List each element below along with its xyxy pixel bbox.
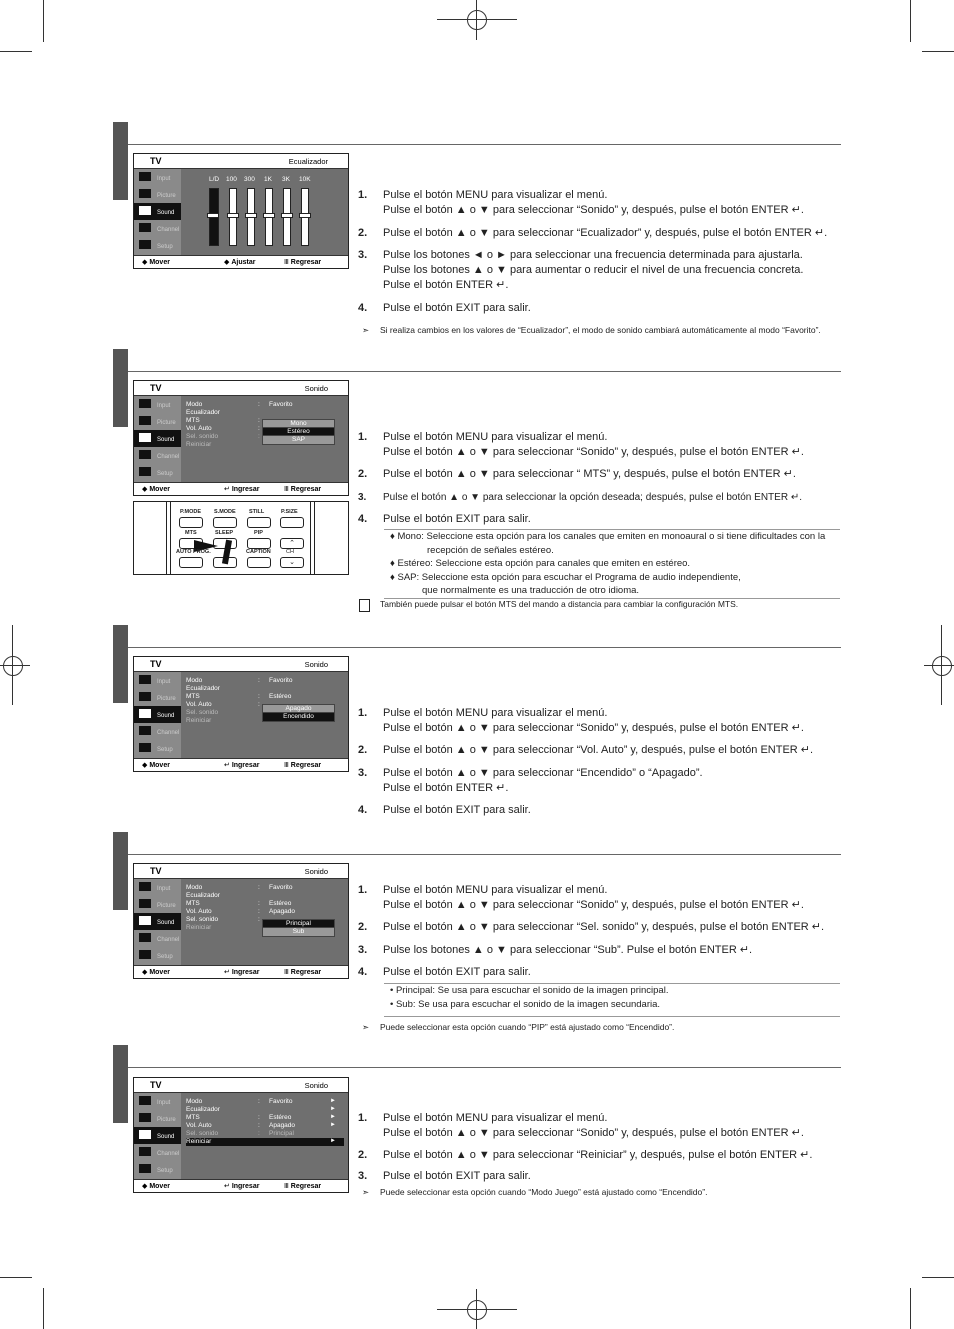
crop-mark: [922, 51, 954, 52]
crop-mark: [924, 665, 954, 666]
crop-mark: [941, 625, 942, 705]
crop-mark: [43, 0, 44, 42]
crop-mark: [476, 0, 477, 40]
crop-mark: [0, 665, 30, 666]
osd-reiniciar: TV Sonido Input Picture Sound Channel Setup Modo : Favorito ► Ecualizador ► MTS : Estéreo ► Vol. Auto : Apagado ► Sel. sonido : Principal Reiniciar ► ◆ Mover ↵ Ingresar Ⅲ Regresar: [133, 1077, 349, 1193]
registration-mark: [932, 656, 952, 676]
crop-mark: [0, 1277, 32, 1278]
note: ➣ Puede seleccionar esta opción cuando “PIP” está ajustado como “Encendido”.: [362, 1022, 675, 1032]
note: También puede pulsar el botón MTS del mando a distancia para cambiar la configuración MTS.: [362, 599, 370, 614]
crop-mark: [437, 19, 517, 20]
registration-mark: [467, 1300, 487, 1320]
crop-mark: [437, 1309, 517, 1310]
crop-mark: [910, 0, 911, 42]
remote-control-image: P.MODE S.MODE STILL P.SIZE MTS SLEEP PIP ⌃ AUTO PROG. CAPTION CH ⌄: [133, 501, 349, 575]
registration-mark: [467, 10, 487, 30]
crop-mark: [922, 1277, 954, 1278]
osd-equalizer: TV Ecualizador Input Picture Sound Channel Setup L/D 100 300 1K 3K 10K ◆ Mover ◆ Ajustar Ⅲ Regresar: [133, 153, 349, 269]
osd-sel-sonido: TV Sonido Input Picture Sound Channel Setup Modo : Favorito Ecualizador MTS : Estéreo Vol. Auto : Apagado Sel. sonido : Reiniciar Principal Sub ◆ Mover ↵ Ingresar Ⅲ Regresar: [133, 863, 349, 979]
osd-vol-auto: TV Sonido Input Picture Sound Channel Setup Modo : Favorito Ecualizador MTS : Estéreo Vol. Auto : Sel. sonido Reiniciar Apagado Encendido ◆ Mover ↵ Ingresar Ⅲ Regresar: [133, 656, 349, 772]
note: ➣ Si realiza cambios en los valores de “Ecualizador”, el modo de sonido cambiará automáticamente al modo “Favorito”.: [362, 325, 821, 335]
registration-mark: [3, 656, 23, 676]
options-box: ♦ Mono: Seleccione esta opción para los canales que emiten en monoaural o si tiene dificultades con la recepción de señales estéreo. ♦ Estéreo: Seleccione esta opción para canales que emiten en estéreo. ♦ SAP: Seleccione esta opción para escuchar el Programa de audio independiente, que normalmente es una traducción de otro idioma.: [384, 529, 840, 599]
crop-mark: [910, 1288, 911, 1329]
crop-mark: [12, 625, 13, 705]
osd-mts: TV Sonido Input Picture Sound Channel Setup Modo : Favorito Ecualizador MTS : Vol. Auto : Sel. sonido : Reiniciar Mono Estéreo SAP ◆ Mover ↵ Ingresar Ⅲ Regresar: [133, 380, 349, 496]
note-icon: [359, 599, 370, 612]
crop-mark: [476, 1289, 477, 1329]
note: ➣ Puede seleccionar esta opción cuando “Modo Juego” está ajustado como “Encendido”.: [362, 1187, 708, 1197]
options-box: • Principal: Se usa para escuchar el sonido de la imagen principal. • Sub: Se usa para escuchar el sonido de la imagen secundaria.: [384, 983, 840, 1017]
crop-mark: [0, 51, 32, 52]
crop-mark: [43, 1288, 44, 1329]
